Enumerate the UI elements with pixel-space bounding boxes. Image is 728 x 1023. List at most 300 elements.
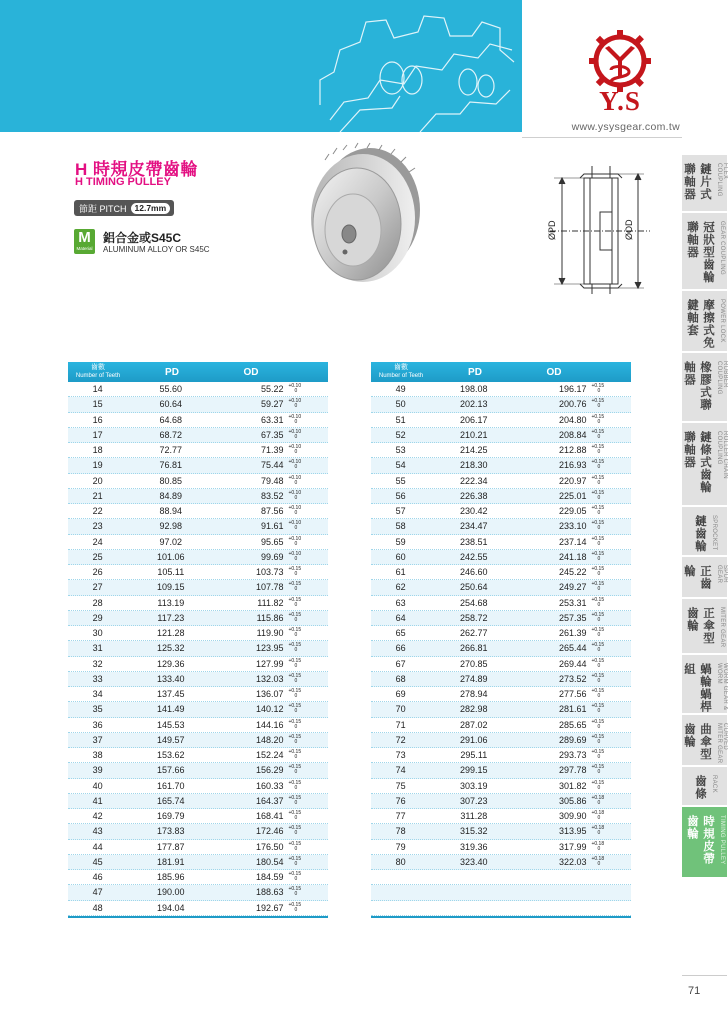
table-row [371, 611, 631, 626]
table-row [68, 733, 328, 748]
cell-tolerance [586, 765, 631, 775]
tolerance-lower: 0 [294, 754, 298, 761]
table-row [68, 489, 328, 504]
tolerance-lower: 0 [294, 510, 298, 517]
header-pd: PD [165, 366, 179, 378]
tolerance-upper: +0.10 [288, 413, 302, 420]
cell-tolerance [283, 720, 328, 730]
table-row [371, 535, 631, 550]
cell-od: 273.52 [558, 673, 587, 684]
table-row [371, 824, 631, 839]
cell-od: 91.61 [260, 521, 284, 532]
cell-teeth: 48 [92, 902, 103, 913]
cell-teeth: 36 [92, 719, 103, 730]
tolerance-upper: +0.18 [591, 810, 605, 817]
tolerance-upper: +0.15 [591, 581, 605, 588]
pd-dimension-label: ØPD [547, 220, 557, 240]
cell-teeth: 43 [92, 826, 103, 837]
cell-pd: 303.19 [460, 780, 488, 791]
tolerance-lower: 0 [294, 677, 298, 684]
cell-od: 233.10 [558, 521, 587, 532]
brand-name: Y.S [599, 86, 641, 116]
tolerance-upper: +0.15 [591, 627, 605, 634]
tolerance-lower: 0 [294, 464, 298, 471]
cell-tolerance [586, 826, 631, 836]
cell-teeth: 16 [92, 414, 103, 425]
pitch-badge [74, 200, 174, 216]
tolerance-lower: 0 [294, 784, 298, 791]
cell-od: 293.73 [558, 750, 587, 761]
tolerance-upper: +0.15 [288, 581, 302, 588]
tolerance-lower: 0 [597, 754, 601, 761]
table-row [68, 855, 328, 870]
cell-od: 107.78 [255, 582, 284, 593]
cell-pd: 169.79 [157, 811, 185, 822]
cell-pd: 80.85 [159, 475, 183, 486]
sidebar-tab-label-en: MITER GEAR [719, 607, 725, 648]
cell-teeth: 39 [92, 765, 103, 776]
header-teeth [68, 364, 128, 380]
cell-pd: 311.28 [460, 811, 488, 822]
sidebar-tab-label-en: SPROCKET [711, 515, 717, 551]
cell-od: 196.17 [558, 384, 587, 395]
cell-pd: 105.11 [157, 567, 185, 578]
tolerance-lower: 0 [597, 586, 601, 593]
cell-teeth: 21 [92, 490, 103, 501]
cell-od: 180.54 [255, 856, 284, 867]
cell-pd: 97.02 [159, 536, 183, 547]
sidebar-tab-power-lock[interactable] [682, 291, 727, 351]
tolerance-upper: +0.15 [288, 718, 302, 725]
tolerance-upper: +0.15 [288, 688, 302, 695]
tolerance-lower: 0 [597, 815, 601, 822]
tolerance-lower: 0 [294, 586, 298, 593]
tolerance-upper: +0.15 [591, 733, 605, 740]
tolerance-lower: 0 [597, 662, 601, 669]
tolerance-lower: 0 [294, 769, 298, 776]
tolerance-lower: 0 [294, 540, 298, 547]
cell-tolerance [283, 796, 328, 806]
cell-pd: 68.72 [159, 429, 183, 440]
cell-od: 95.65 [260, 536, 284, 547]
sidebar-tab-label-en: SPUR GEAR [716, 565, 728, 584]
tolerance-lower: 0 [597, 510, 601, 517]
cell-teeth: 80 [395, 856, 406, 867]
table-row [68, 779, 328, 794]
table-row [68, 626, 328, 641]
cell-pd: 246.60 [460, 567, 488, 578]
od-dimension-label: ØOD [624, 219, 634, 240]
tolerance-lower: 0 [294, 555, 298, 562]
cell-teeth: 72 [395, 734, 406, 745]
tolerance-lower: 0 [597, 601, 601, 608]
cell-pd: 307.23 [460, 795, 488, 806]
tolerance-upper: +0.15 [288, 611, 302, 618]
cell-teeth: 28 [92, 597, 103, 608]
tolerance-upper: +0.15 [288, 764, 302, 771]
tolerance-upper: +0.15 [591, 764, 605, 771]
cell-od: 204.80 [558, 414, 587, 425]
tolerance-lower: 0 [294, 662, 298, 669]
cell-pd: 291.06 [460, 734, 488, 745]
tolerance-upper: +0.15 [591, 703, 605, 710]
cell-tolerance [586, 598, 631, 608]
cell-tolerance [586, 430, 631, 440]
table-row [371, 840, 631, 855]
tolerance-lower: 0 [294, 418, 298, 425]
cell-od: 249.27 [558, 582, 587, 593]
cell-tolerance [283, 552, 328, 562]
website-url[interactable]: www.ysysgear.com.tw [571, 121, 680, 133]
cell-tolerance [586, 842, 631, 852]
sidebar-tab-label-en: TIMING PULLEY [719, 815, 725, 865]
sidebar-tab-timing-pulley[interactable] [682, 807, 727, 877]
cell-teeth: 14 [92, 384, 103, 395]
sidebar-tab-spur-gear[interactable] [682, 557, 727, 597]
tolerance-upper: +0.15 [591, 642, 605, 649]
table-row [371, 489, 631, 504]
cell-tolerance [586, 689, 631, 699]
tolerance-lower: 0 [597, 479, 601, 486]
cell-tolerance [586, 796, 631, 806]
tolerance-lower: 0 [294, 830, 298, 837]
tolerance-lower: 0 [597, 433, 601, 440]
cell-tolerance [283, 628, 328, 638]
cell-pd: 315.32 [460, 826, 488, 837]
cell-od: 79.48 [260, 475, 284, 486]
cell-pd: 185.96 [157, 872, 185, 883]
table-row [68, 763, 328, 778]
cell-teeth: 19 [92, 460, 103, 471]
cell-od: 156.29 [255, 765, 284, 776]
sidebar-tab-roller-chain-coupling[interactable] [682, 423, 727, 505]
cell-tolerance [586, 735, 631, 745]
cell-teeth: 56 [395, 490, 406, 501]
cell-pd: 125.32 [157, 643, 185, 654]
cell-pd: 274.89 [460, 673, 488, 684]
cell-teeth: 47 [92, 887, 103, 898]
cell-teeth: 49 [395, 384, 406, 395]
cell-pd: 230.42 [460, 506, 488, 517]
table-row [371, 885, 631, 900]
tolerance-upper: +0.10 [288, 459, 302, 466]
cell-teeth: 20 [92, 475, 103, 486]
cell-teeth: 18 [92, 445, 103, 456]
sidebar-tab-label-zh: 時規皮帶齒輪 [686, 815, 714, 865]
sidebar-tab-rubber-coupling[interactable] [682, 353, 727, 421]
table-row [68, 901, 328, 916]
cell-od: 192.67 [255, 902, 284, 913]
cell-od: 144.16 [255, 719, 284, 730]
table-row [371, 672, 631, 687]
cell-od: 281.61 [558, 704, 587, 715]
tolerance-upper: +0.15 [591, 566, 605, 573]
cell-tolerance [586, 613, 631, 623]
cell-od: 289.69 [558, 734, 587, 745]
tolerance-lower: 0 [294, 388, 298, 395]
tolerance-lower: 0 [597, 449, 601, 456]
tolerance-upper: +0.15 [288, 703, 302, 710]
cell-tolerance [283, 445, 328, 455]
tolerance-upper: +0.18 [591, 840, 605, 847]
tolerance-lower: 0 [294, 906, 298, 913]
table-body [371, 382, 631, 916]
table-row [371, 794, 631, 809]
sidebar-tab-label-zh: 蝸輪蝸桿組 [683, 663, 711, 713]
tolerance-upper: +0.15 [288, 840, 302, 847]
tolerance-upper: +0.15 [288, 886, 302, 893]
cell-teeth: 68 [395, 673, 406, 684]
cell-pd: 287.02 [460, 719, 488, 730]
cell-teeth: 64 [395, 612, 406, 623]
table-row [371, 413, 631, 428]
cell-teeth: 32 [92, 658, 103, 669]
cell-teeth: 24 [92, 536, 103, 547]
tolerance-lower: 0 [294, 693, 298, 700]
sidebar-tab-flex-coupling[interactable] [682, 155, 727, 211]
tolerance-upper: +0.15 [591, 688, 605, 695]
table-row [371, 428, 631, 443]
cell-pd: 113.19 [157, 597, 185, 608]
cell-tolerance [283, 521, 328, 531]
cell-tolerance [283, 476, 328, 486]
cell-pd: 141.49 [157, 704, 185, 715]
cell-tolerance [586, 476, 631, 486]
table-row [68, 687, 328, 702]
cell-teeth: 50 [395, 399, 406, 410]
tolerance-lower: 0 [597, 693, 601, 700]
table-row [371, 474, 631, 489]
sidebar-tab-label-en: ROLLER CHAIN COUPLING [716, 431, 728, 479]
cell-teeth: 29 [92, 612, 103, 623]
cell-teeth: 30 [92, 628, 103, 639]
sidebar-tab-label-en: WORM GEAR & WORM [716, 663, 728, 711]
cell-pd: 145.53 [157, 719, 185, 730]
cell-od: 87.56 [260, 506, 284, 517]
cell-od: 63.31 [260, 414, 284, 425]
sidebar-tab-label-zh: 正齒輪 [683, 565, 711, 590]
cell-od: 127.99 [255, 658, 284, 669]
tolerance-upper: +0.15 [288, 749, 302, 756]
cell-pd: 177.87 [157, 841, 185, 852]
table-row [68, 580, 328, 595]
table-row [371, 733, 631, 748]
cell-tolerance [283, 765, 328, 775]
table-row [371, 855, 631, 870]
cell-teeth: 17 [92, 429, 103, 440]
cell-tolerance [586, 582, 631, 592]
cell-pd: 181.91 [157, 856, 185, 867]
cell-pd: 214.25 [460, 445, 488, 456]
tolerance-lower: 0 [294, 571, 298, 578]
tolerance-lower: 0 [294, 433, 298, 440]
header-divider [522, 137, 682, 138]
cell-od: 301.82 [558, 780, 587, 791]
cell-tolerance [586, 445, 631, 455]
table-row [68, 794, 328, 809]
cell-od: 119.90 [256, 628, 284, 639]
cell-tolerance [283, 399, 328, 409]
cell-tolerance [283, 613, 328, 623]
sidebar-tab-rack[interactable] [682, 767, 727, 805]
cell-teeth: 34 [92, 689, 103, 700]
sidebar-tab-gear-coupling[interactable] [682, 213, 727, 289]
tolerance-lower: 0 [294, 647, 298, 654]
tolerance-upper: +0.15 [288, 627, 302, 634]
cell-pd: 165.74 [157, 795, 185, 806]
cell-tolerance [283, 781, 328, 791]
sidebar-tab-worm-gear-worm[interactable] [682, 655, 727, 713]
tolerance-lower: 0 [294, 525, 298, 532]
cell-od: 160.33 [255, 780, 284, 791]
cell-teeth: 51 [395, 414, 406, 425]
cell-teeth: 61 [395, 567, 406, 578]
tolerance-lower: 0 [597, 616, 601, 623]
material-zh: 鋁合金或S45C [103, 231, 182, 245]
cell-pd: 149.57 [157, 734, 185, 745]
cell-tolerance [586, 460, 631, 470]
cell-tolerance [586, 659, 631, 669]
cell-tolerance [586, 720, 631, 730]
cell-tolerance [283, 842, 328, 852]
tolerance-upper: +0.10 [288, 474, 302, 481]
header-pd: PD [468, 366, 482, 378]
table-row [371, 565, 631, 580]
cell-od: 285.65 [558, 719, 587, 730]
cell-pd: 258.72 [460, 612, 488, 623]
tolerance-upper: +0.15 [288, 855, 302, 862]
table-row [68, 535, 328, 550]
sidebar-tab-label-zh: 冠狀型齒輪聯軸器 [686, 221, 714, 284]
table-row [68, 702, 328, 717]
cell-pd: 88.94 [159, 506, 183, 517]
cell-od: 305.86 [558, 795, 587, 806]
cell-od: 216.93 [558, 460, 587, 471]
cell-teeth: 67 [395, 658, 406, 669]
tolerance-lower: 0 [294, 845, 298, 852]
sidebar-tab-curved-miter-gear[interactable] [682, 715, 727, 765]
cell-od: 172.46 [255, 826, 284, 837]
tolerance-lower: 0 [294, 860, 298, 867]
tolerance-upper: +0.15 [591, 749, 605, 756]
material-en: ALUMINUM ALLOY OR S45C [103, 245, 210, 254]
cell-teeth: 23 [92, 521, 103, 532]
cell-od: 148.20 [255, 734, 284, 745]
tolerance-lower: 0 [294, 616, 298, 623]
header-od: OD [243, 366, 259, 378]
sidebar-tab-label-zh: 摩擦式免鍵軸套 [686, 299, 714, 349]
cell-pd: 198.08 [460, 384, 488, 395]
cell-teeth: 22 [92, 506, 103, 517]
tolerance-lower: 0 [597, 464, 601, 471]
tolerance-upper: +0.15 [591, 611, 605, 618]
sidebar-tab-miter-gear[interactable] [682, 599, 727, 653]
table-row [371, 901, 631, 916]
tolerance-upper: +0.15 [288, 733, 302, 740]
tolerance-upper: +0.10 [288, 489, 302, 496]
tolerance-lower: 0 [597, 738, 601, 745]
tolerance-lower: 0 [597, 860, 601, 867]
tolerance-upper: +0.15 [288, 779, 302, 786]
cell-od: 55.22 [260, 384, 284, 395]
cell-teeth: 59 [395, 536, 406, 547]
cell-od: 71.39 [260, 445, 284, 456]
table-row [68, 885, 328, 900]
cell-pd: 55.60 [159, 384, 183, 395]
cell-tolerance [586, 628, 631, 638]
sidebar-tab-label-zh: 齒條 [694, 775, 706, 800]
header-teeth-en: Number of Teeth [75, 373, 121, 379]
cell-tolerance [283, 567, 328, 577]
cell-tolerance [283, 384, 328, 394]
gear-outline-art [300, 10, 522, 132]
tolerance-upper: +0.18 [591, 855, 605, 862]
tolerance-upper: +0.15 [288, 566, 302, 573]
table-row [68, 397, 328, 412]
header-teeth-en: Number of Teeth [378, 373, 424, 379]
tolerance-upper: +0.15 [591, 596, 605, 603]
tolerance-upper: +0.15 [288, 642, 302, 649]
table-row [68, 474, 328, 489]
tolerance-upper: +0.18 [591, 825, 605, 832]
cell-tolerance [586, 491, 631, 501]
tolerance-lower: 0 [597, 571, 601, 578]
cell-pd: 295.11 [460, 750, 488, 761]
tolerance-upper: +0.10 [288, 505, 302, 512]
cell-tolerance [283, 582, 328, 592]
cell-tolerance [283, 415, 328, 425]
cell-tolerance [586, 521, 631, 531]
tolerance-lower: 0 [597, 494, 601, 501]
cell-tolerance [283, 704, 328, 714]
cell-teeth: 37 [92, 734, 103, 745]
cell-teeth: 46 [92, 872, 103, 883]
table-row [68, 748, 328, 763]
cell-teeth: 62 [395, 582, 406, 593]
cell-teeth: 26 [92, 567, 103, 578]
material-icon-caption: Material [76, 246, 93, 251]
cell-teeth: 71 [395, 719, 406, 730]
tolerance-lower: 0 [597, 403, 601, 410]
cell-od: 200.76 [558, 399, 587, 410]
sidebar-tab-sprocket[interactable] [682, 507, 727, 555]
cell-pd: 278.94 [460, 689, 488, 700]
tolerance-lower: 0 [597, 388, 601, 395]
cell-od: 168.41 [255, 811, 284, 822]
tolerance-upper: +0.15 [288, 672, 302, 679]
cell-pd: 121.28 [157, 628, 185, 639]
cell-od: 184.59 [255, 872, 284, 883]
table-row [371, 718, 631, 733]
table-row [68, 550, 328, 565]
cell-pd: 60.64 [159, 399, 183, 410]
cell-pd: 153.62 [157, 750, 185, 761]
tolerance-upper: +0.15 [288, 657, 302, 664]
tolerance-upper: +0.10 [288, 444, 302, 451]
cell-od: 103.73 [255, 567, 284, 578]
cell-od: 261.39 [558, 628, 587, 639]
tolerance-upper: +0.15 [288, 901, 302, 908]
cell-od: 164.37 [255, 795, 284, 806]
cell-pd: 234.47 [460, 521, 488, 532]
cell-pd: 157.66 [157, 765, 185, 776]
tolerance-lower: 0 [597, 555, 601, 562]
cell-tolerance [283, 811, 328, 821]
table-row [68, 809, 328, 824]
sidebar-tab-label-en: RUBBER COUPLING [716, 361, 728, 395]
tolerance-upper: +0.15 [591, 550, 605, 557]
tolerance-upper: +0.10 [288, 383, 302, 390]
